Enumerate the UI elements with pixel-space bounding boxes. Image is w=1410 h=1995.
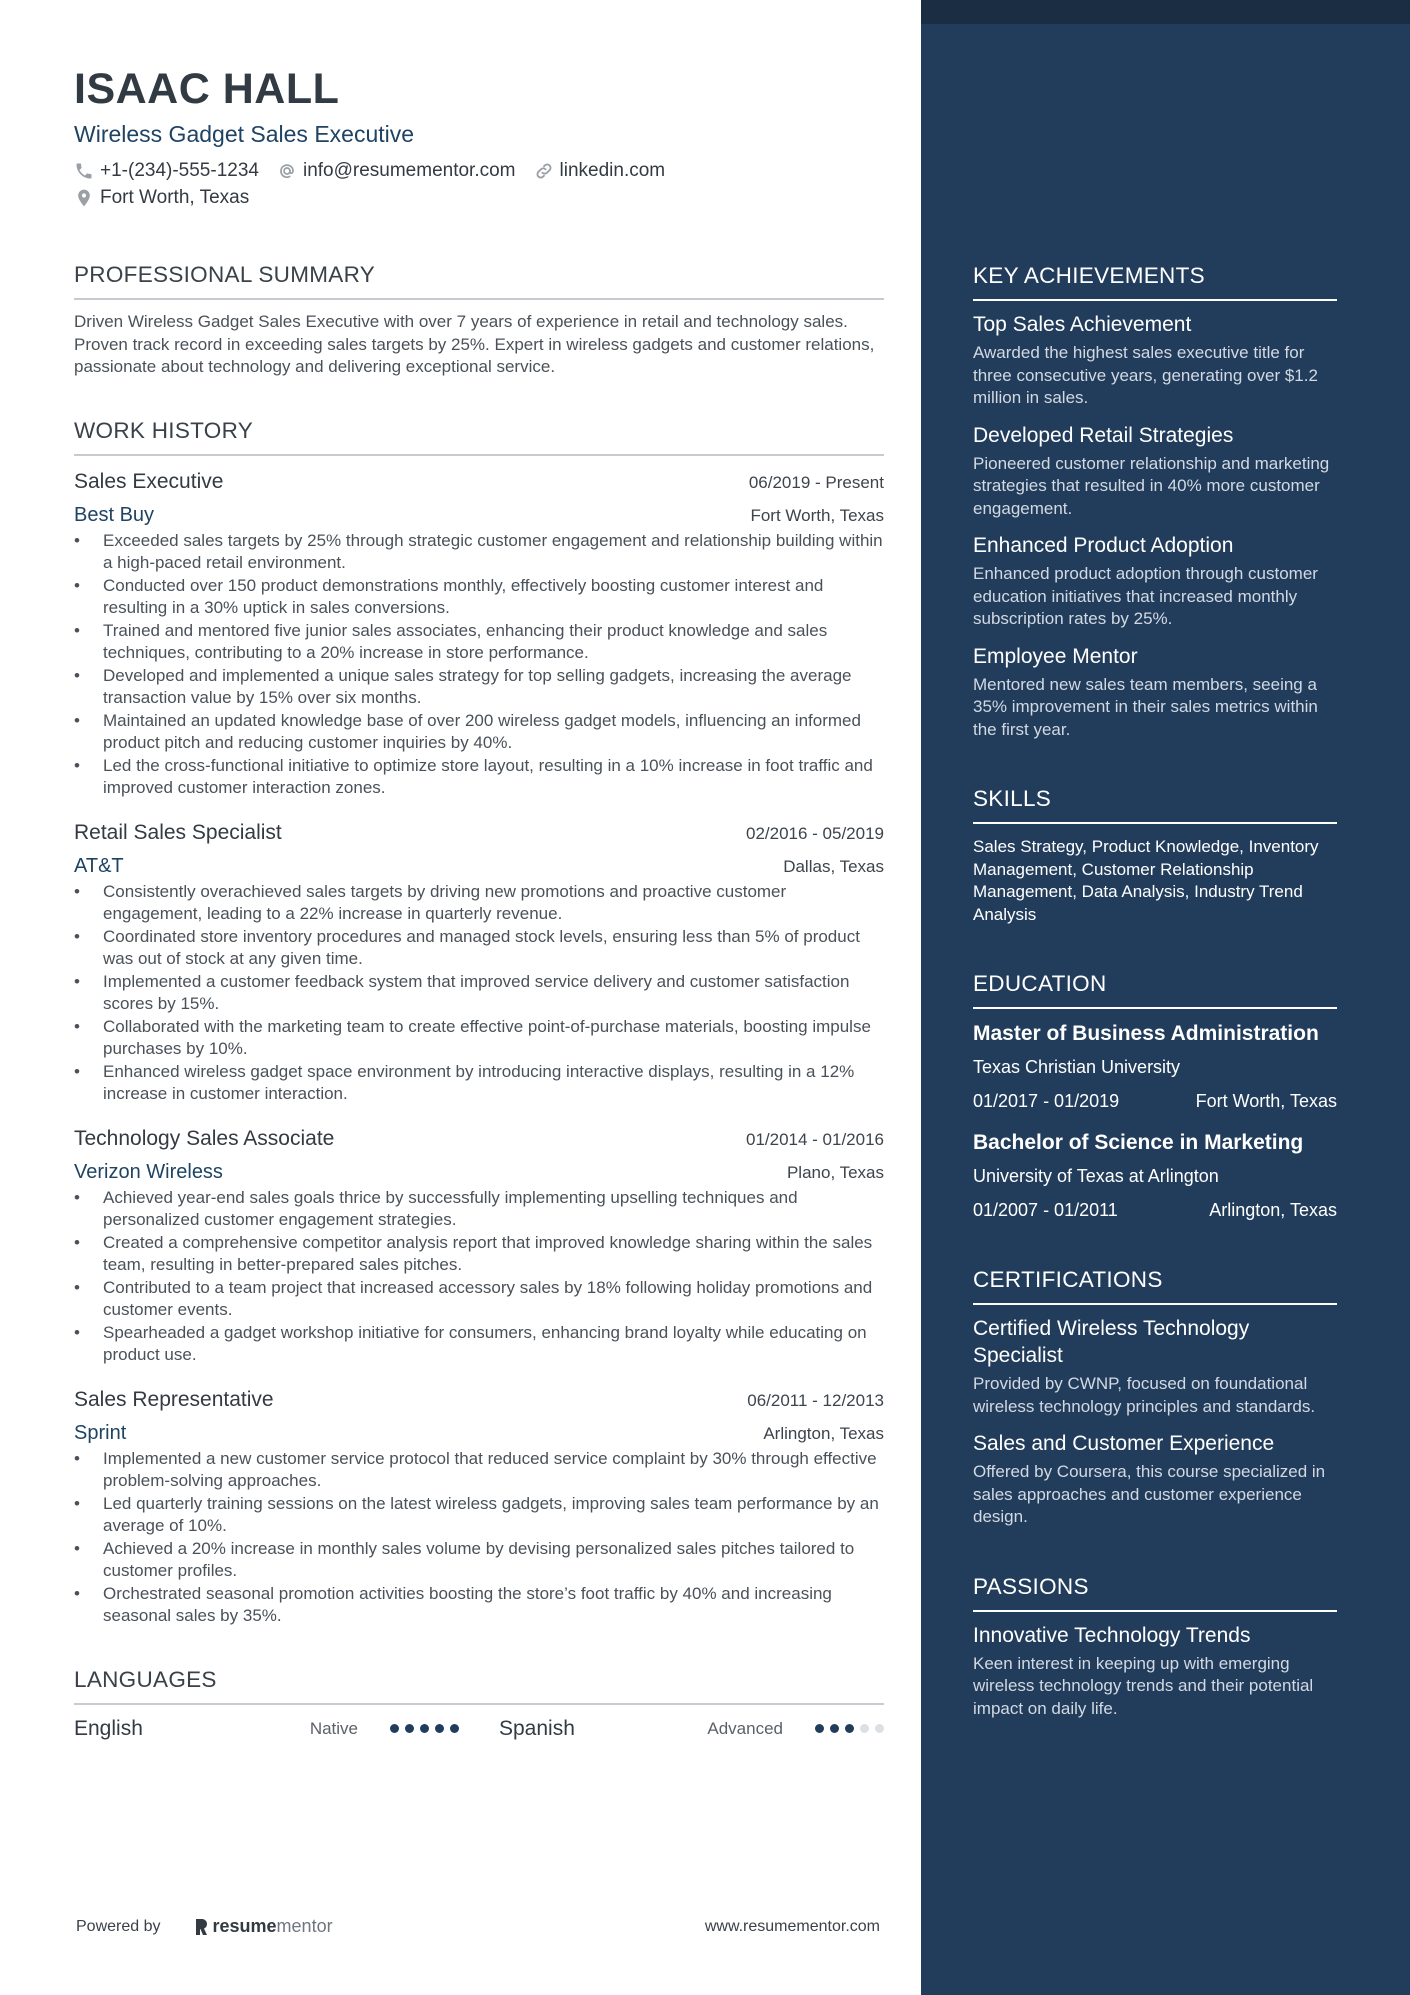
job-bullet: • Exceeded sales targets by 25% through strategic customer engagement and relationship building within a high-paced retail environment. [74, 530, 884, 575]
job-role: Technology Sales Associate [74, 1126, 335, 1150]
phone-icon [74, 161, 94, 181]
skills-heading: SKILLS [973, 785, 1337, 824]
job-bullets [74, 881, 884, 1106]
achievement-item [973, 422, 1337, 521]
summary-heading: PROFESSIONAL SUMMARY [74, 261, 884, 300]
job-location: Plano, Texas [786, 1162, 884, 1182]
rating-dot-filled [830, 1724, 839, 1733]
achievement-title: Employee Mentor [973, 644, 1138, 668]
job-entry [74, 468, 884, 800]
education-section [973, 970, 1337, 1222]
job-bullet: • Trained and mentored five junior sales associates, enhancing their product knowledge and sales techniques, contributing to a 20% increase in store performance. [74, 620, 884, 665]
rating-dot-filled [450, 1724, 459, 1733]
location-text: Fort Worth, Texas [100, 187, 250, 208]
education-item [973, 1020, 1337, 1113]
achievement-item [973, 643, 1337, 742]
at-sign-icon [277, 161, 297, 181]
link-icon [534, 161, 554, 181]
powered-by-label: Powered by [76, 1917, 161, 1935]
language-rating [809, 1724, 884, 1733]
job-company: Verizon Wireless [74, 1160, 223, 1183]
work-section [74, 417, 884, 1628]
job-bullet: • Conducted over 150 product demonstrations monthly, effectively boosting customer interest and resulting in a 30% uptick in sales conversions. [74, 575, 884, 620]
phone-text: +1-(234)-555-1234 [100, 160, 259, 181]
education-degree: Bachelor of Science in Marketing [973, 1131, 1304, 1154]
passions-heading: PASSIONS [973, 1573, 1337, 1612]
skills-text: Sales Strategy, Product Knowledge, Inventory Management, Customer Relationship Management, Data Analysis, Industry Trend Analysis [973, 837, 1319, 924]
job-bullets [74, 1448, 884, 1628]
achievement-text: Awarded the highest sales executive title for three consecutive years, generating over $1.2 million in sales. [973, 343, 1318, 407]
logo-text-bold: resume [212, 1916, 277, 1936]
language-item [499, 1717, 884, 1741]
certification-text: Offered by Coursera, this course specialized in sales approaches and customer experience design. [973, 1462, 1326, 1526]
certification-item [973, 1430, 1337, 1529]
logo-mark-icon [193, 1917, 209, 1937]
achievements-heading: KEY ACHIEVEMENTS [973, 262, 1337, 301]
job-dates: 01/2014 - 01/2016 [745, 1129, 884, 1149]
candidate-title: Wireless Gadget Sales Executive [74, 121, 415, 147]
contact-location [74, 185, 249, 211]
contact-linkedin[interactable] [534, 158, 666, 184]
language-name: English [74, 1716, 143, 1740]
certifications-section [973, 1266, 1337, 1529]
achievement-text: Enhanced product adoption through customer education initiatives that increased monthly subscription rates by 25%. [973, 564, 1318, 628]
achievements-section [973, 262, 1337, 741]
passion-item [973, 1622, 1337, 1721]
achievement-item [973, 532, 1337, 631]
passions-section [973, 1573, 1337, 1721]
sidebar [921, 0, 1410, 1995]
passion-text: Keen interest in keeping up with emerging wireless technology trends and their potential impact on daily life. [973, 1653, 1314, 1718]
achievement-title: Top Sales Achievement [973, 313, 1192, 336]
education-location: Fort Worth, Texas [1195, 1091, 1337, 1111]
rating-dot-filled [815, 1724, 824, 1733]
email-text: info@resumementor.com [302, 160, 516, 181]
job-bullets [74, 1187, 884, 1367]
language-rating [384, 1724, 459, 1733]
job-dates: 02/2016 - 05/2019 [745, 823, 884, 843]
achievement-text: Pioneered customer relationship and marketing strategies that resulted in 40% more customer engagement. [973, 453, 1330, 518]
rating-dot-filled [845, 1724, 854, 1733]
job-entry [74, 1125, 884, 1367]
job-company: Best Buy [74, 503, 155, 526]
skills-section [973, 785, 1337, 926]
achievement-text: Mentored new sales team members, seeing a 35% improvement in their sales metrics within the first year. [973, 674, 1318, 739]
job-bullet: • Spearheaded a gadget workshop initiative for consumers, enhancing brand loyalty while educating on product use. [74, 1322, 884, 1367]
contact-email[interactable] [277, 158, 516, 184]
language-name: Spanish [499, 1716, 575, 1740]
rating-dot-filled [420, 1724, 429, 1733]
job-bullet: • Created a comprehensive competitor analysis report that improved knowledge sharing within the sales team, resulting in better-prepared sales pitches. [74, 1232, 884, 1277]
job-bullets [74, 530, 884, 800]
language-level: Native [309, 1718, 358, 1738]
education-location: Arlington, Texas [1209, 1200, 1337, 1220]
education-heading: EDUCATION [973, 970, 1337, 1009]
job-bullet: • Contributed to a team project that increased accessory sales by 18% following holiday promotions and customer events. [74, 1277, 884, 1322]
job-bullet: • Maintained an updated knowledge base of over 200 wireless gadget models, influencing an informed product pitch and reducing customer inquiries by 40%. [74, 710, 884, 755]
certification-text: Provided by CWNP, focused on foundational wireless technology principles and standards. [973, 1374, 1316, 1416]
job-bullet: • Achieved year-end sales goals thrice by successfully implementing upselling techniques and personalized customer engagement strategies. [74, 1187, 884, 1232]
rating-dot-empty [860, 1724, 869, 1733]
footer [76, 1916, 880, 1937]
rating-dot-filled [435, 1724, 444, 1733]
job-bullet: • Developed and implemented a unique sales strategy for top selling gadgets, increasing the average transaction value by 15% over six months. [74, 665, 884, 710]
main-column [74, 64, 884, 1741]
job-location: Dallas, Texas [783, 856, 884, 876]
rating-dot-filled [390, 1724, 399, 1733]
certification-item [973, 1315, 1337, 1418]
job-entry [74, 1386, 884, 1628]
sidebar-top-band [921, 0, 1410, 24]
rating-dot-filled [405, 1724, 414, 1733]
resumementor-logo[interactable] [193, 1916, 333, 1937]
certification-title: Sales and Customer Experience [973, 1432, 1275, 1455]
job-bullet: • Coordinated store inventory procedures and managed stock levels, ensuring less than 5% of product was out of stock at any given time. [74, 926, 884, 971]
job-bullet: • Led the cross-functional initiative to optimize store layout, resulting in a 10% increase in foot traffic and improved customer interaction zones. [74, 755, 884, 800]
education-degree: Master of Business Administration [973, 1022, 1319, 1045]
education-dates: 01/2017 - 01/2019 [973, 1091, 1120, 1111]
certification-title: Certified Wireless Technology Specialist [973, 1317, 1250, 1367]
linkedin-text: linkedin.com [559, 160, 666, 181]
job-bullet: • Implemented a new customer service protocol that reduced service complaint by 30% through effective problem-solving approaches. [74, 1448, 884, 1493]
languages-section [74, 1666, 884, 1741]
contact-phone [74, 158, 259, 184]
achievement-title: Enhanced Product Adoption [973, 534, 1234, 557]
passion-title: Innovative Technology Trends [973, 1623, 1251, 1647]
work-heading: WORK HISTORY [74, 417, 884, 456]
education-item [973, 1129, 1337, 1222]
education-school: University of Texas at Arlington [973, 1166, 1219, 1186]
job-bullet: • Enhanced wireless gadget space environment by introducing interactive displays, resulting in a 12% increase in customer interaction. [74, 1061, 884, 1106]
job-company: Sprint [74, 1421, 127, 1444]
certifications-heading: CERTIFICATIONS [973, 1266, 1337, 1305]
job-location: Arlington, Texas [763, 1423, 884, 1443]
job-bullet: • Implemented a customer feedback system that improved service delivery and customer satisfaction scores by 15%. [74, 971, 884, 1016]
sidebar-content [973, 262, 1337, 1764]
languages-heading: LANGUAGES [74, 1666, 884, 1705]
job-bullet: • Collaborated with the marketing team to create effective point-of-purchase materials, boosting impulse purchases by 10%. [74, 1016, 884, 1061]
job-entry [74, 819, 884, 1106]
logo-text-light: mentor [276, 1916, 333, 1936]
summary-section [74, 261, 884, 379]
achievement-title: Developed Retail Strategies [973, 423, 1234, 447]
job-dates: 06/2019 - Present [748, 472, 884, 492]
language-level: Advanced [707, 1718, 783, 1738]
job-role: Retail Sales Specialist [74, 820, 282, 844]
summary-text: Driven Wireless Gadget Sales Executive with over 7 years of experience in retail and technology sales. Proven track record in exceeding sales targets by 25%. Expert in wireless gadgets and customer relations, passionate about technology and delivering exceptional service. [74, 312, 875, 376]
job-bullet: • Consistently overachieved sales targets by driving new promotions and proactive customer engagement, leading to a 22% increase in quarterly revenue. [74, 881, 884, 926]
contact-row-location [74, 185, 884, 211]
footer-url[interactable]: www.resumementor.com [704, 1917, 880, 1935]
education-dates: 01/2007 - 01/2011 [973, 1200, 1118, 1220]
contact-row [74, 158, 884, 184]
location-pin-icon [74, 188, 94, 208]
job-role: Sales Representative [74, 1387, 274, 1411]
language-item [74, 1717, 459, 1741]
job-bullet: • Led quarterly training sessions on the latest wireless gadgets, improving sales team performance by an average of 10%. [74, 1493, 884, 1538]
job-company: AT&T [74, 854, 124, 877]
job-bullet: • Orchestrated seasonal promotion activities boosting the store’s foot traffic by 40% and increasing seasonal sales by 35%. [74, 1583, 884, 1628]
achievement-item [973, 311, 1337, 410]
job-location: Fort Worth, Texas [750, 505, 884, 525]
languages-row [74, 1717, 884, 1741]
job-dates: 06/2011 - 12/2013 [747, 1390, 884, 1410]
job-role: Sales Executive [74, 469, 224, 493]
education-school: Texas Christian University [973, 1057, 1181, 1077]
candidate-name: ISAAC HALL [74, 65, 340, 113]
rating-dot-empty [875, 1724, 884, 1733]
job-bullet: • Achieved a 20% increase in monthly sales volume by devising personalized sales pitches tailored to customer profiles. [74, 1538, 884, 1583]
